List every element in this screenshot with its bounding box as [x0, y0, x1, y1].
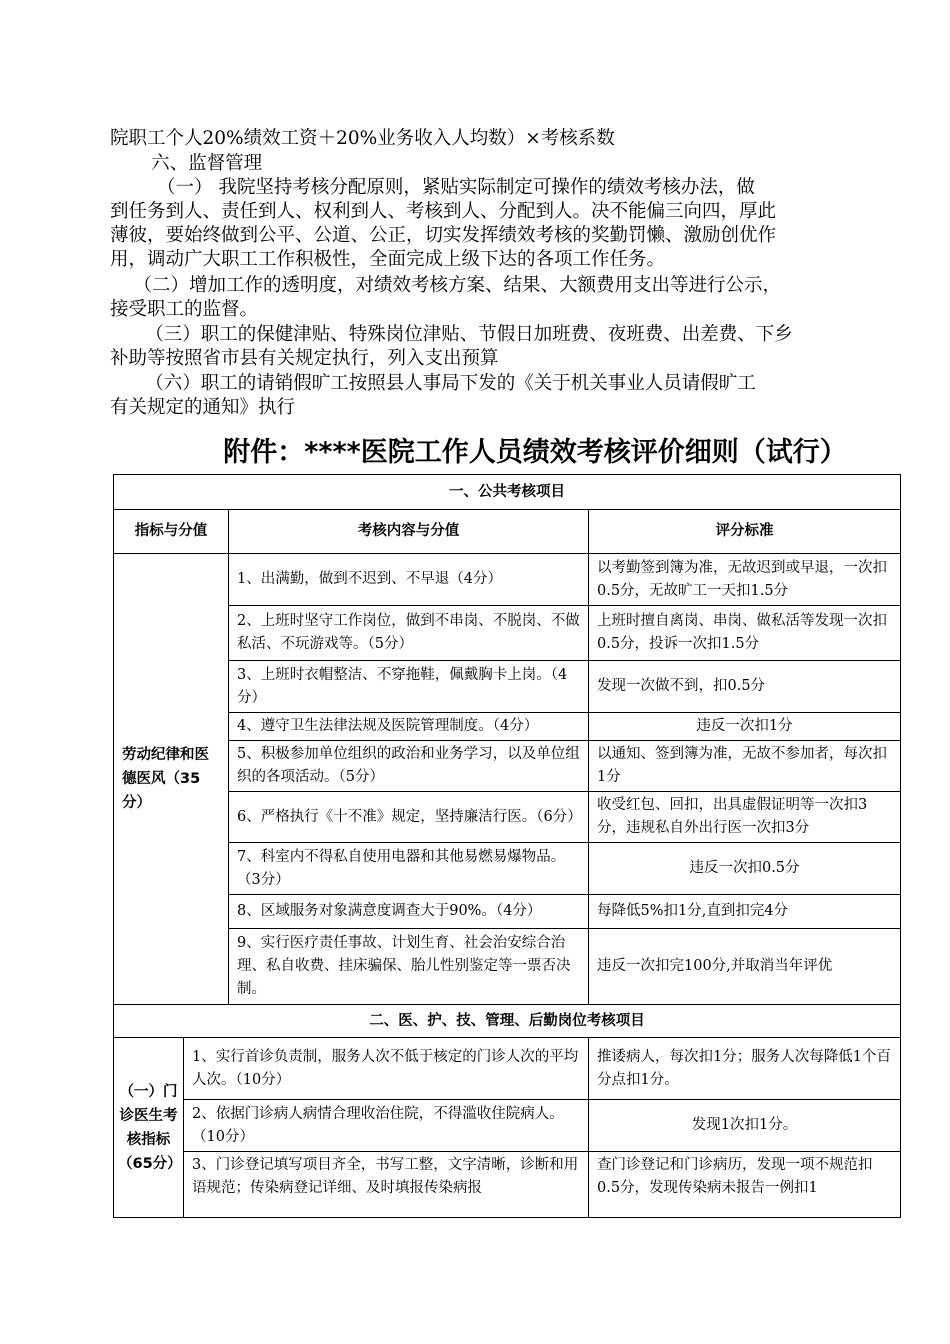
- category-cell: （一）门诊医生考核指标（65分）: [114, 1038, 184, 1218]
- text-line: （一） 我院坚持考核分配原则，紧贴实际制定可操作的绩效考核办法，做: [110, 177, 755, 198]
- section-title: 二、医、护、技、管理、后勤岗位考核项目: [114, 1005, 901, 1038]
- paragraph-2: [110, 274, 900, 322]
- standard-cell: 推诿病人，每次扣1分；服务人次每降低1个百分点扣1分。: [589, 1038, 901, 1100]
- content-cell: 1、出满勤，做到不迟到、不早退（4分）: [229, 554, 589, 606]
- table-row: [114, 1038, 901, 1100]
- paragraph-3: [110, 323, 900, 371]
- content-cell: 2、依据门诊病人病情合理收治住院，不得滥收住院病人。（10分）: [184, 1100, 589, 1152]
- text-line: （三）职工的保健津贴、特殊岗位津贴、节假日加班费、夜班费、出差费、下乡: [110, 324, 793, 345]
- table-row: [114, 661, 901, 713]
- table-row: [114, 1152, 901, 1218]
- content-cell: 7、科室内不得私自使用电器和其他易燃易爆物品。（3分）: [229, 843, 589, 895]
- column-header: 考核内容与分值: [229, 510, 589, 554]
- heading-supervision: [110, 152, 900, 176]
- table-row: [114, 843, 901, 895]
- paragraph-formula: [110, 127, 900, 151]
- content-cell: 6、严格执行《十不准》规定，坚持廉洁行医。（6分）: [229, 792, 589, 843]
- evaluation-table: [113, 474, 901, 1218]
- standard-cell: 以通知、签到簿为准，无故不参加者，每次扣1分: [589, 741, 901, 792]
- text-line: 六、监督管理: [110, 153, 263, 174]
- text-line: 到任务到人、责任到人、权利到人、考核到人、分配到人。决不能偏三向四，厚此: [110, 201, 777, 222]
- text-line: 接受职工的监督。: [110, 299, 259, 320]
- standard-cell: 上班时擅自离岗、串岗、做私活等发现一次扣0.5分，投诉一次扣1.5分: [589, 606, 901, 661]
- text-line: （二）增加工作的透明度，对绩效考核方案、结果、大额费用支出等进行公示，: [110, 275, 782, 296]
- table-row: [114, 554, 901, 606]
- paragraph-4: [110, 372, 900, 420]
- table-row: [114, 1100, 901, 1152]
- content-cell: 3、门诊登记填写项目齐全，书写工整，文字清晰，诊断和用语规范；传染病登记详细、及时填报传染病报: [184, 1152, 589, 1218]
- table-row: [114, 929, 901, 1005]
- standard-cell: 违反一次扣完100分,并取消当年评优: [589, 929, 901, 1005]
- text-line: （六）职工的请销假旷工按照县人事局下发的《关于机关事业人员请假旷工: [110, 373, 756, 394]
- content-cell: 5、积极参加单位组织的政治和业务学习，以及单位组织的各项活动。（5分）: [229, 741, 589, 792]
- table-row: [114, 741, 901, 792]
- content-cell: 3、上班时衣帽整洁、不穿拖鞋，佩戴胸卡上岗。（4分）: [229, 661, 589, 713]
- table-row: [114, 713, 901, 741]
- column-header: 指标与分值: [114, 510, 229, 554]
- section-row: [114, 475, 901, 510]
- text-line: 院职工个人20%绩效工资＋20%业务收入人均数）×考核系数: [110, 128, 615, 149]
- content-cell: 4、遵守卫生法律法规及医院管理制度。（4分）: [229, 713, 589, 741]
- content-cell: 2、上班时坚守工作岗位，做到不串岗、不脱岗、不做私活、不玩游戏等。（5分）: [229, 606, 589, 661]
- standard-cell: 发现一次做不到，扣0.5分: [589, 661, 901, 713]
- table-row: [114, 606, 901, 661]
- text-line: 有关规定的通知》执行: [110, 397, 296, 418]
- standard-cell: 收受红包、回扣，出具虚假证明等一次扣3分，违规私自外出行医一次扣3分: [589, 792, 901, 843]
- text-line: 薄彼，要始终做到公平、公道、公正，切实发挥绩效考核的奖勤罚懒、激励创优作: [110, 225, 777, 246]
- content-cell: 9、实行医疗责任事故、计划生育、社会治安综合治理、私自收费、挂床骗保、胎儿性别鉴定等一票否决制。: [229, 929, 589, 1005]
- standard-cell: 违反一次扣1分: [589, 713, 901, 741]
- standard-cell: 以考勤签到簿为准，无故迟到或早退，一次扣0.5分，无故旷工一天扣1.5分: [589, 554, 901, 606]
- standard-cell: 发现1次扣1分。: [589, 1100, 901, 1152]
- text-line: 用，调动广大职工工作积极性，全面完成上级下达的各项工作任务。: [110, 249, 666, 270]
- category-cell: 劳动纪律和医德医风（35分）: [114, 554, 229, 1005]
- section-row: [114, 1005, 901, 1038]
- table-row: [114, 895, 901, 929]
- paragraph-1: [110, 176, 900, 272]
- standard-cell: 查门诊登记和门诊病历，发现一项不规范扣0.5分，发现传染病未报告一例扣1: [589, 1152, 901, 1218]
- content-cell: 8、区域服务对象满意度调查大于90%。（4分）: [229, 895, 589, 929]
- standard-cell: 违反一次扣0.5分: [589, 843, 901, 895]
- text-line: 补助等按照省市县有关规定执行，列入支出预算: [110, 348, 499, 369]
- section-title: 一、公共考核项目: [114, 475, 901, 510]
- header-row: [114, 510, 901, 554]
- standard-cell: 每降低5%扣1分,直到扣完4分: [589, 895, 901, 929]
- attachment-title: 附件：****医院工作人员绩效考核评价细则（试行）: [223, 437, 847, 468]
- column-header: 评分标准: [589, 510, 901, 554]
- table-row: [114, 792, 901, 843]
- content-cell: 1、实行首诊负责制，服务人次不低于核定的门诊人次的平均人次。（10分）: [184, 1038, 589, 1100]
